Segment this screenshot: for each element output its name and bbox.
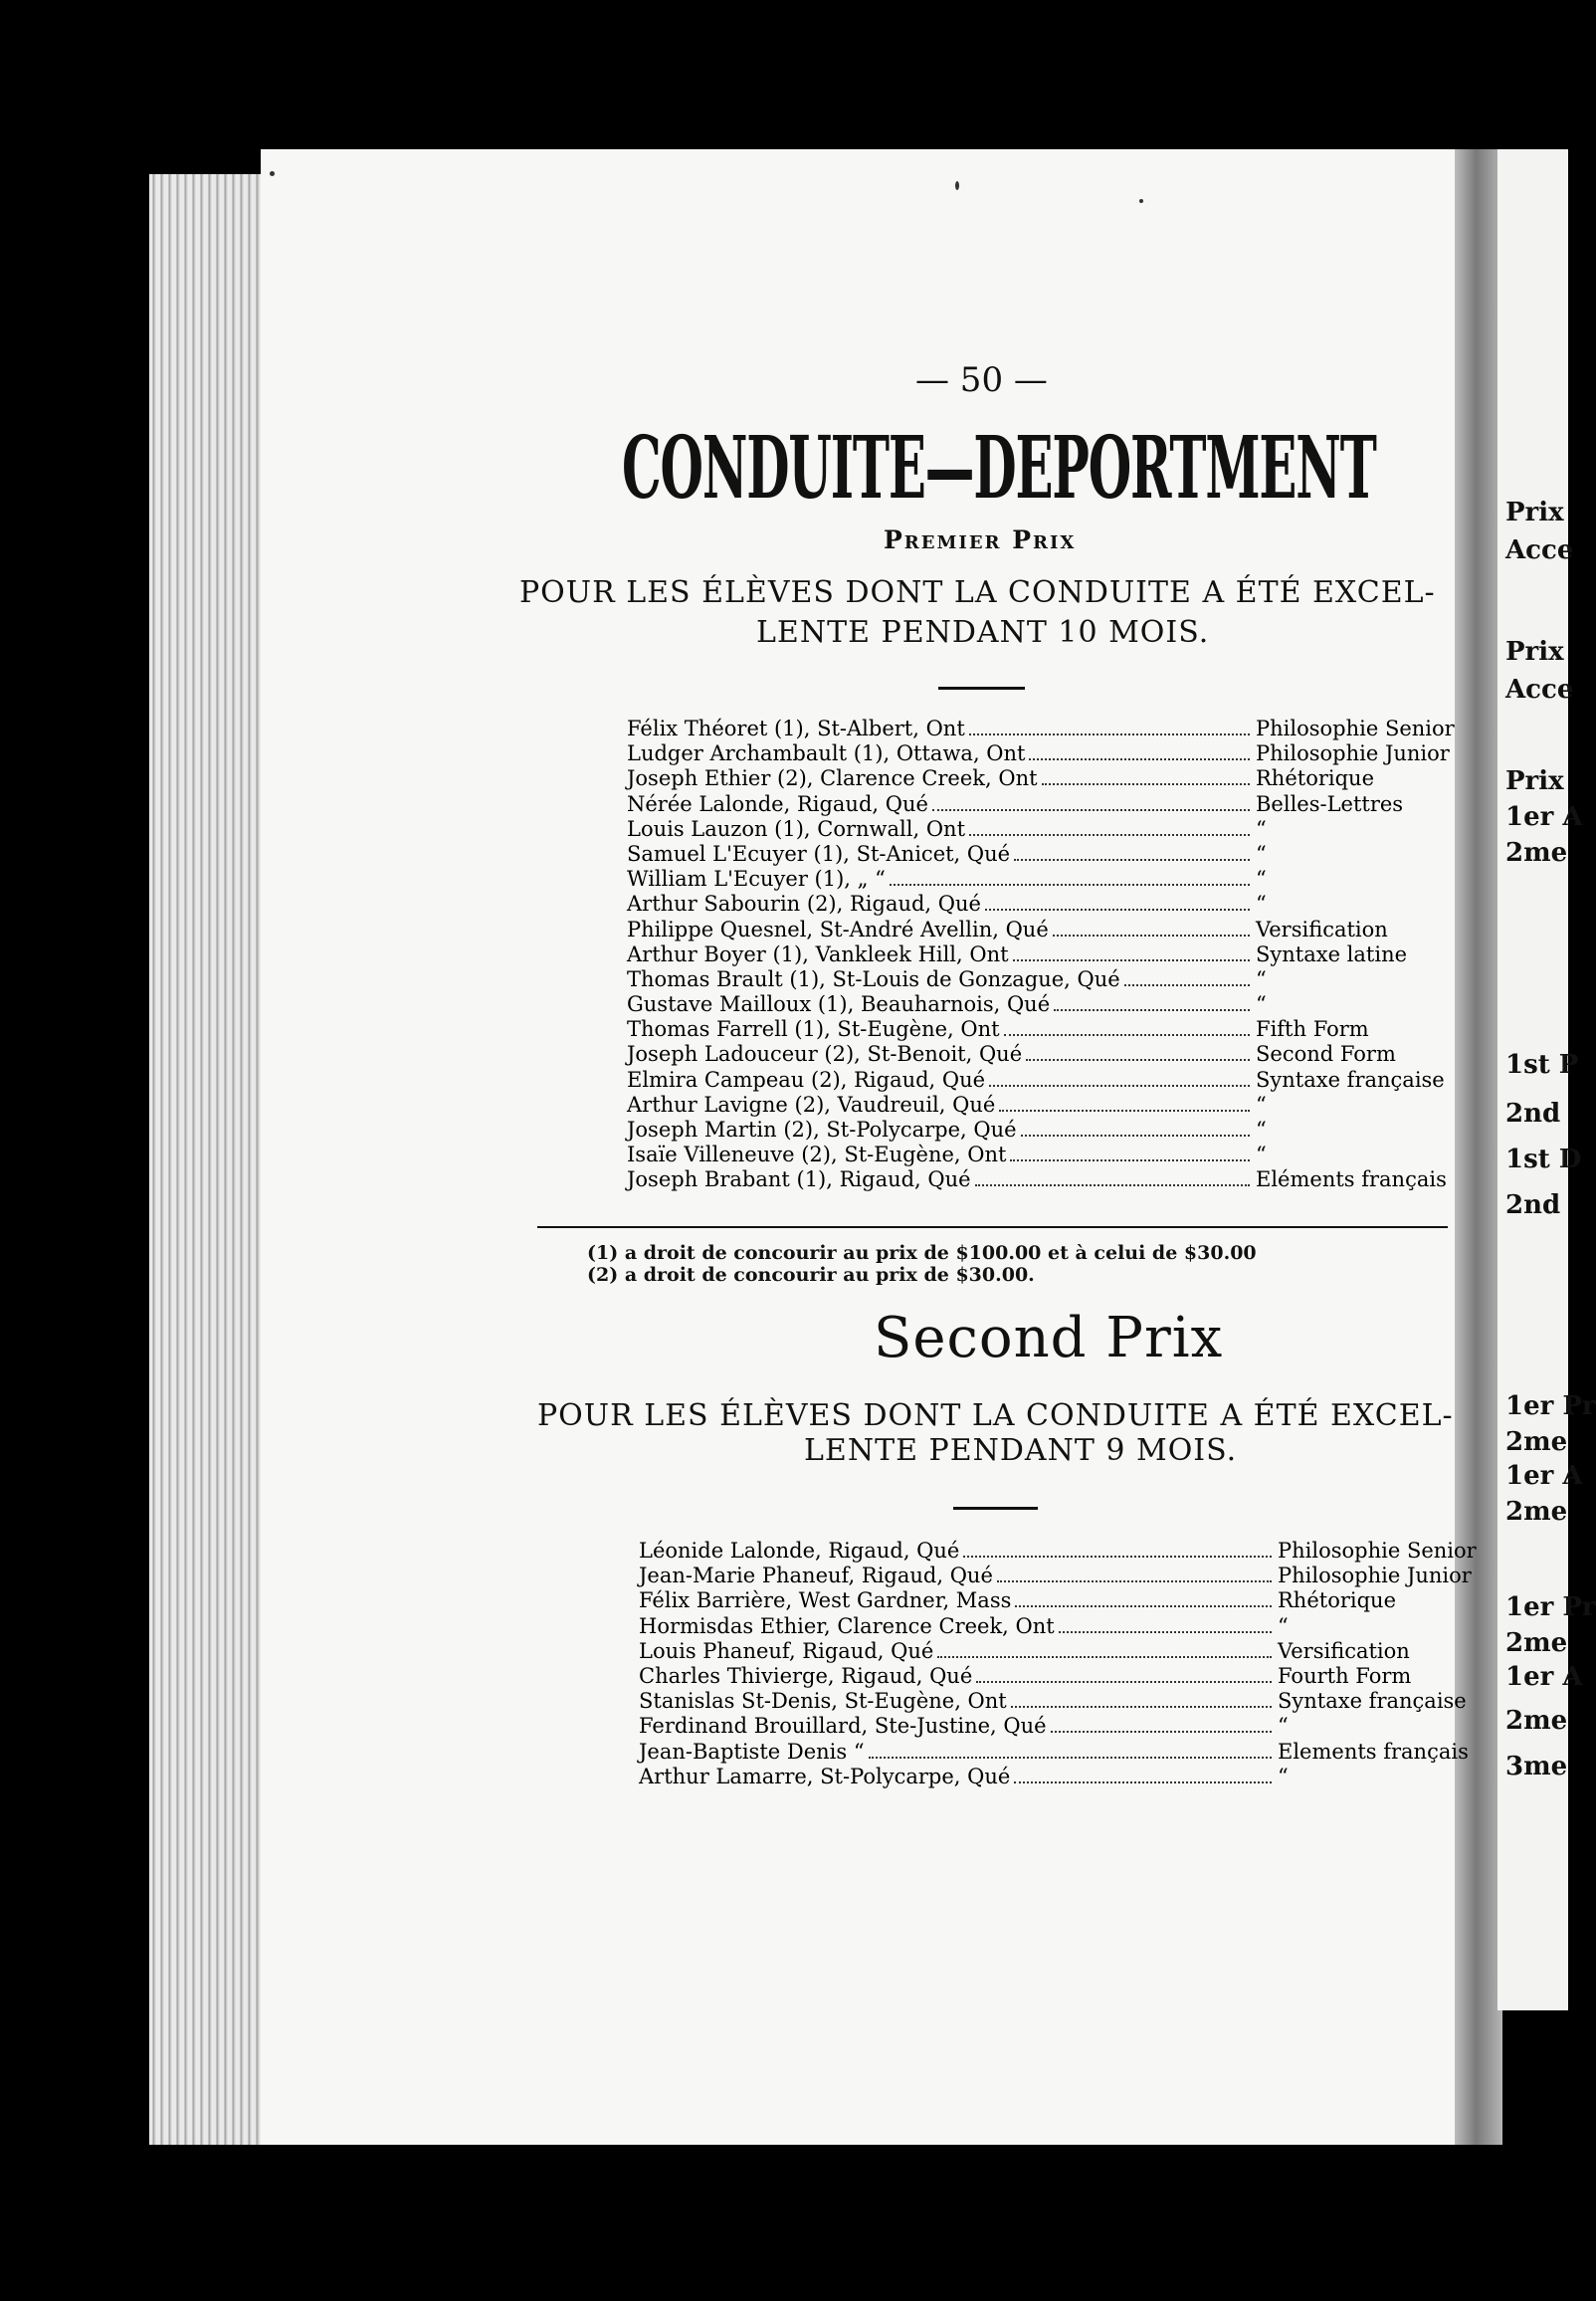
leader-dots <box>937 1642 1272 1658</box>
prize-class: “ <box>1256 992 1267 1017</box>
list-item <box>639 1664 1465 1689</box>
student-name: Arthur Boyer (1), Vankleek Hill, Ont <box>627 941 1009 966</box>
leader-dots <box>1015 1591 1272 1607</box>
prize-class: Philosophie Senior <box>1278 1539 1477 1563</box>
student-name: Arthur Sabourin (2), Rigaud, Qué <box>627 892 981 917</box>
list-item <box>639 1564 1472 1588</box>
prize-class: Belles-Lettres <box>1256 791 1404 816</box>
list-item <box>639 1689 1465 1714</box>
section2-divider <box>953 1507 1038 1510</box>
list-item <box>639 1714 1465 1739</box>
page-title: CONDUITE—DEPORTMENT <box>622 418 1376 519</box>
student-name: Jean-Marie Phaneuf, Rigaud, Qué <box>639 1564 993 1588</box>
student-name: Gustave Mailloux (1), Beauharnois, Qué <box>627 992 1051 1017</box>
prize-class: “ <box>1256 966 1267 991</box>
prize-class: “ <box>1256 816 1267 841</box>
student-name: Félix Théoret (1), St-Albert, Ont <box>627 717 965 740</box>
leader-dots <box>969 720 1250 735</box>
leader-dots <box>932 795 1250 811</box>
leader-dots <box>963 1542 1272 1558</box>
prize-class: Elements français <box>1278 1739 1469 1764</box>
adjacent-page-text: 1er A <box>1505 1461 1583 1491</box>
adjacent-page-text: 1st P <box>1505 1050 1579 1080</box>
student-name: Elmira Campeau (2), Rigaud, Qué <box>627 1067 986 1092</box>
list-item <box>627 942 1453 967</box>
leader-dots <box>890 870 1250 886</box>
student-name: William L'Ecuyer (1), „ “ <box>627 867 886 892</box>
leader-dots <box>1004 1020 1250 1036</box>
adjacent-page-fragment <box>1497 149 1596 2010</box>
student-name: Thomas Farrell (1), St-Eugène, Ont <box>627 1017 1000 1042</box>
prize-class: “ <box>1256 867 1267 892</box>
list-item <box>627 1143 1453 1167</box>
leader-dots <box>985 895 1250 911</box>
adjacent-page-text: 2me <box>1505 1628 1568 1658</box>
student-name: Joseph Ladouceur (2), St-Benoit, Qué <box>627 1042 1023 1067</box>
adjacent-page-text: 2me <box>1505 1427 1568 1457</box>
prize-class: Fourth Form <box>1278 1663 1412 1688</box>
prize-class: Syntaxe française <box>1278 1689 1467 1714</box>
list-item <box>639 1765 1465 1789</box>
adjacent-page-text: 1er Pr <box>1505 1592 1596 1622</box>
leader-dots <box>1059 1617 1272 1633</box>
leader-dots <box>1042 769 1250 785</box>
section2-heading-line-1: POUR LES ÉLÈVES DONT LA CONDUITE A ÉTÉ EXCEL- <box>537 1398 1454 1433</box>
footnote-rule <box>537 1226 1448 1228</box>
prize-class: “ <box>1256 841 1267 866</box>
student-name: Léonide Lalonde, Rigaud, Qué <box>639 1539 960 1563</box>
leader-dots <box>1021 1121 1250 1137</box>
list-item <box>627 867 1453 892</box>
student-name: Arthur Lavigne (2), Vaudreuil, Qué <box>627 1092 996 1117</box>
adjacent-page-text: 3me <box>1505 1752 1568 1781</box>
adjacent-page-text: Acce <box>1505 535 1574 565</box>
paper-speck <box>1139 199 1143 203</box>
prize-class: “ <box>1278 1613 1289 1638</box>
prize-list-second <box>639 1539 1477 1789</box>
prize-class: Philosophie Junior <box>1256 741 1450 766</box>
student-name: Isaïe Villeneuve (2), St-Eugène, Ont <box>627 1143 1007 1167</box>
prize-class: “ <box>1256 1118 1267 1142</box>
prize-list-premier <box>627 717 1453 1193</box>
student-name: Louis Lauzon (1), Cornwall, Ont <box>627 816 966 841</box>
leader-dots <box>989 1071 1250 1087</box>
student-name: Joseph Ethier (2), Clarence Creek, Ont <box>627 766 1038 791</box>
list-item <box>639 1614 1465 1639</box>
list-item <box>627 892 1453 917</box>
leader-dots <box>1011 1692 1272 1708</box>
paper-speck <box>270 171 275 176</box>
student-name: Jean-Baptiste Denis “ <box>639 1739 865 1764</box>
section2-heading-line-2: LENTE PENDANT 9 MOIS. <box>804 1433 1238 1468</box>
prize-class: Philosophie Junior <box>1278 1564 1472 1588</box>
list-item <box>639 1639 1465 1664</box>
leader-dots <box>1014 845 1250 861</box>
list-item <box>627 1042 1453 1067</box>
prize-class: Philosophie Senior <box>1256 717 1455 740</box>
list-item <box>627 1093 1453 1118</box>
prize-class: “ <box>1256 1143 1267 1167</box>
list-item <box>627 1068 1453 1093</box>
list-item <box>639 1739 1469 1765</box>
footnote-1: (1) a droit de concourir au prix de $100.00 et à celui de $30.00 <box>587 1242 1257 1264</box>
list-item <box>627 1118 1453 1143</box>
student-name: Thomas Brault (1), St-Louis de Gonzague, Qué <box>627 966 1120 991</box>
prize-class: Rhétorique <box>1278 1588 1396 1613</box>
student-name: Louis Phaneuf, Rigaud, Qué <box>639 1638 934 1663</box>
adjacent-page-text: Prix <box>1505 498 1564 527</box>
leader-dots <box>1029 744 1250 760</box>
leader-dots <box>1051 1717 1272 1733</box>
adjacent-page-text: 2nd <box>1505 1190 1561 1220</box>
prize-class: Versification <box>1256 917 1388 941</box>
list-item <box>627 766 1453 791</box>
student-name: Charles Thivierge, Rigaud, Qué <box>639 1663 973 1688</box>
adjacent-page-text: 1er A <box>1505 802 1583 832</box>
section-heading-line-2: LENTE PENDANT 10 MOIS. <box>756 615 1210 650</box>
list-item <box>627 992 1453 1017</box>
list-item <box>627 741 1453 766</box>
prize-class: Syntaxe française <box>1256 1067 1445 1092</box>
prize-class: “ <box>1278 1714 1289 1739</box>
page-number: — 50 — <box>915 360 1048 400</box>
student-name: Arthur Lamarre, St-Polycarpe, Qué <box>639 1764 1011 1788</box>
adjacent-page-text: Acce <box>1505 675 1574 705</box>
student-name: Joseph Martin (2), St-Polycarpe, Qué <box>627 1118 1017 1142</box>
list-item <box>627 918 1453 942</box>
footnote-2: (2) a droit de concourir au prix de $30.00. <box>587 1264 1035 1286</box>
leader-dots <box>975 1170 1250 1186</box>
section-subheading-premier-prix: Premier Prix <box>884 525 1077 554</box>
leader-dots <box>1124 970 1250 986</box>
student-name: Samuel L'Ecuyer (1), St-Anicet, Qué <box>627 841 1011 866</box>
prize-class: “ <box>1256 1092 1267 1117</box>
prize-class: “ <box>1278 1764 1289 1788</box>
leader-dots <box>1013 945 1250 961</box>
student-name: Félix Barrière, West Gardner, Mass <box>639 1588 1012 1613</box>
section-divider <box>938 687 1025 690</box>
list-item <box>627 817 1453 842</box>
paper-speck <box>955 181 959 190</box>
prize-class: Versification <box>1278 1638 1410 1663</box>
adjacent-page-text: Prix <box>1505 766 1564 796</box>
adjacent-page-text: 1er Pr <box>1505 1391 1596 1421</box>
adjacent-page-text: 2nd <box>1505 1099 1561 1129</box>
list-item <box>627 1017 1453 1042</box>
leader-dots <box>1054 995 1250 1011</box>
prize-class: Eléments français <box>1256 1167 1447 1192</box>
student-name: Philippe Quesnel, St-André Avellin, Qué <box>627 917 1049 941</box>
leader-dots <box>1010 1146 1250 1161</box>
student-name: Hormisdas Ethier, Clarence Creek, Ont <box>639 1613 1055 1638</box>
adjacent-page-text: Prix <box>1505 637 1564 667</box>
student-name: Ludger Archambault (1), Ottawa, Ont <box>627 741 1026 766</box>
leader-dots <box>1053 921 1250 937</box>
leader-dots <box>997 1567 1272 1582</box>
student-name: Ferdinand Brouillard, Ste-Justine, Qué <box>639 1714 1047 1739</box>
leader-dots <box>999 1096 1250 1112</box>
prize-class: Rhétorique <box>1256 766 1374 791</box>
list-item <box>627 1167 1453 1192</box>
student-name: Joseph Brabant (1), Rigaud, Qué <box>627 1167 971 1192</box>
book-gutter <box>1455 149 1502 2145</box>
adjacent-page-text: 1st D <box>1505 1145 1582 1174</box>
section-subheading-second-prix: Second Prix <box>874 1306 1224 1370</box>
list-item <box>639 1539 1477 1564</box>
prize-class: Syntaxe latine <box>1256 941 1408 966</box>
list-item <box>627 717 1453 741</box>
adjacent-page-text: 2me <box>1505 838 1568 868</box>
adjacent-page-text: 2me <box>1505 1497 1568 1527</box>
leader-dots <box>976 1667 1272 1683</box>
student-name: Nérée Lalonde, Rigaud, Qué <box>627 791 928 816</box>
prize-class: Second Form <box>1256 1042 1396 1067</box>
section-heading-line-1: POUR LES ÉLÈVES DONT LA CONDUITE A ÉTÉ EXCEL- <box>519 575 1436 610</box>
list-item <box>627 842 1453 867</box>
leader-dots <box>869 1743 1272 1759</box>
leader-dots <box>969 820 1250 836</box>
book-page-edges <box>149 174 264 2145</box>
list-item <box>627 967 1453 992</box>
adjacent-page-text: 2me <box>1505 1706 1568 1736</box>
leader-dots <box>1014 1768 1272 1783</box>
prize-class: Fifth Form <box>1256 1017 1369 1042</box>
adjacent-page-text: 1er A <box>1505 1662 1583 1692</box>
student-name: Stanislas St-Denis, St-Eugène, Ont <box>639 1689 1007 1714</box>
prize-class: “ <box>1256 892 1267 917</box>
leader-dots <box>1026 1045 1250 1061</box>
list-item <box>627 792 1453 817</box>
list-item <box>639 1588 1465 1613</box>
